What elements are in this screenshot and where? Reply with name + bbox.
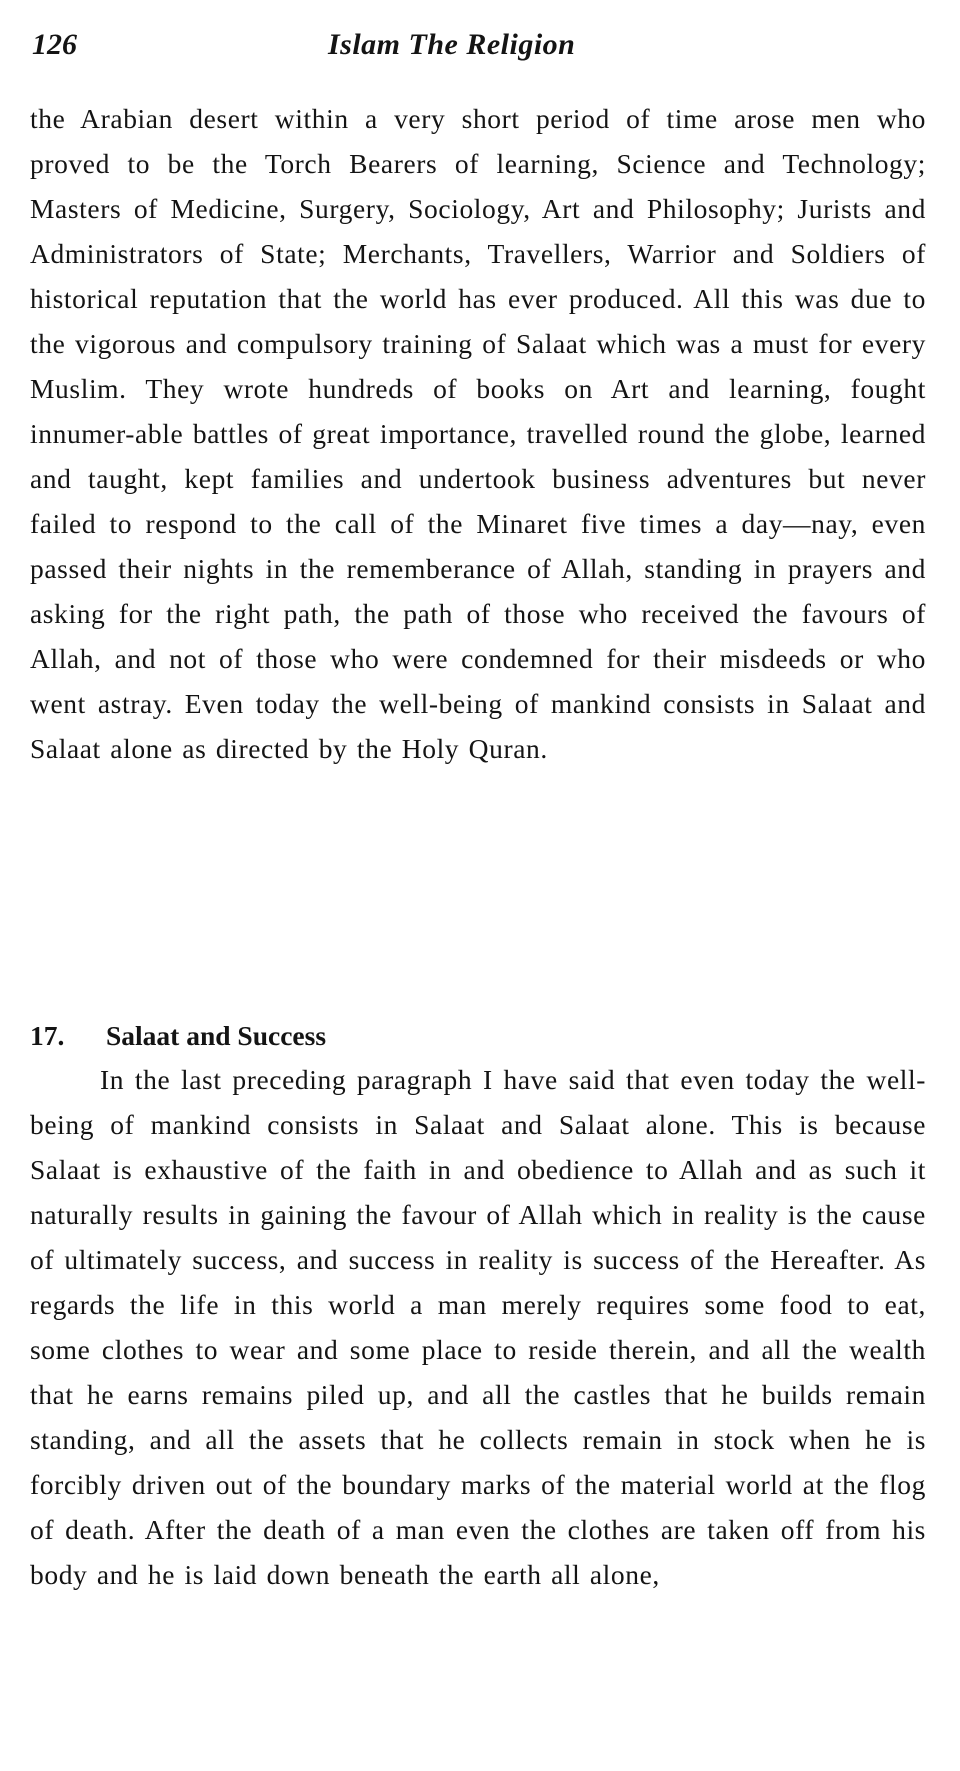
body-paragraph: In the last preceding paragraph I have said that even today the well-being of mankind consists in Salaat and Salaat alone. This is because Salaat is exhaustive of the faith in and obedience to Allah and as such it naturally results in gaining the favour of Allah which in reality is the cause of ultimately success, and success in reality is success of the Hereafter. As regards the life in this world a man merely requires some food to eat, some clothes to wear and some place to reside therein, and all the wealth that he earns remains piled up, and all the castles that he builds remain standing, and all the assets that he collects remain in stock when he is forcibly driven out of the boundary marks of the material world at the flog of death. After the death of a man even the clothes are taken off from his body and he is laid down beneath the earth all alone,: [30, 1064, 926, 1590]
running-title: Islam The Religion: [328, 28, 576, 61]
section-heading: [30, 1016, 326, 1056]
section-number: 17.: [30, 1020, 65, 1051]
page-header: [28, 28, 928, 72]
section-title: Salaat and Success: [106, 1020, 327, 1051]
body-paragraph: the Arabian desert within a very short period of time arose men who proved to be the Torch Bearers of learning, Science and Technology; Masters of Medicine, Surgery, Sociology, Art and Philosophy; Jurists and Administrators of State; Merchants, Travellers, Warrior and Soldiers of historical reputation that the world has ever produced. All this was due to the vigorous and compulsory training of Salaat which was a must for every Muslim. They wrote hundreds of books on Art and learning, fought innumer-able battles of great importance, travelled round the globe, learned and taught, kept families and undertook business adventures but never failed to respond to the call of the Minaret five times a day—nay, even passed their nights in the rememberance of Allah, standing in prayers and asking for the right path, the path of those who received the favours of Allah, and not of those who were condemned for their misdeeds or who went astray. Even today the well-being of mankind consists in Salaat and Salaat alone as directed by the Holy Quran.: [30, 103, 926, 764]
page-number: 126: [32, 28, 77, 61]
